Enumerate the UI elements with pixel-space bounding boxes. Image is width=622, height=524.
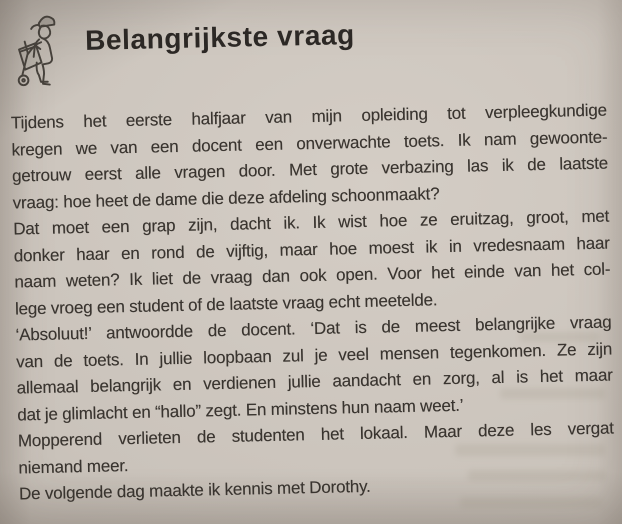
chapter-title: Belangrijkste vraag [84,18,356,56]
text-line: De volgende dag maakte ik kennis met Dorothy. [18,476,371,504]
text-line: getrouw eerst alle vragen door. Met grote verbazing las ik de laatste [11,153,609,186]
body-text [11,98,616,508]
text-line: kregen we van een docent een onverwachte toets. Ik nam gewoonte- [11,127,608,160]
text-line: donker haar en rond de vijftig, maar hoe moest ik in vredesnaam haar [13,232,610,265]
chapter-header [8,0,606,101]
text-line: Mopperend verlieten de studenten het lokaal. Maar deze les vergat [17,418,614,451]
text-line: Tijdens het eerste halfjaar van mijn opleiding tot verpleegkundige [10,100,607,133]
text-line: ‘Absoluut!’ antwoordde de docent. ‘Dat is de meest belangrijke vraag [15,312,612,345]
text-line: lege vroeg een student of de laatste vraag echt meetelde. [14,289,438,318]
text-line: niemand meer. [18,455,129,477]
text-line: van de toets. In jullie loopbaan zul je veel mensen tegenkomen. Ze zijn [15,338,613,371]
text-line: vraag: hoe heet de dame die deze afdeling schoonmaakt? [12,183,440,212]
person-with-handtruck-icon [10,11,70,96]
text-line: Dat moet een grap zijn, dacht ik. Ik wist hoe ze eruitzag, groot, met [13,206,610,239]
text-line: allemaal belangrijk en verdienen jullie aandacht en zorg, al is het maar [16,365,613,398]
text-line: dat je glimlacht en “hallo” zegt. En minstens hun naam weet.’ [17,395,464,424]
text-line: naam weten? Ik liet de vraag dan ook open. Voor het einde van het col- [14,259,611,292]
